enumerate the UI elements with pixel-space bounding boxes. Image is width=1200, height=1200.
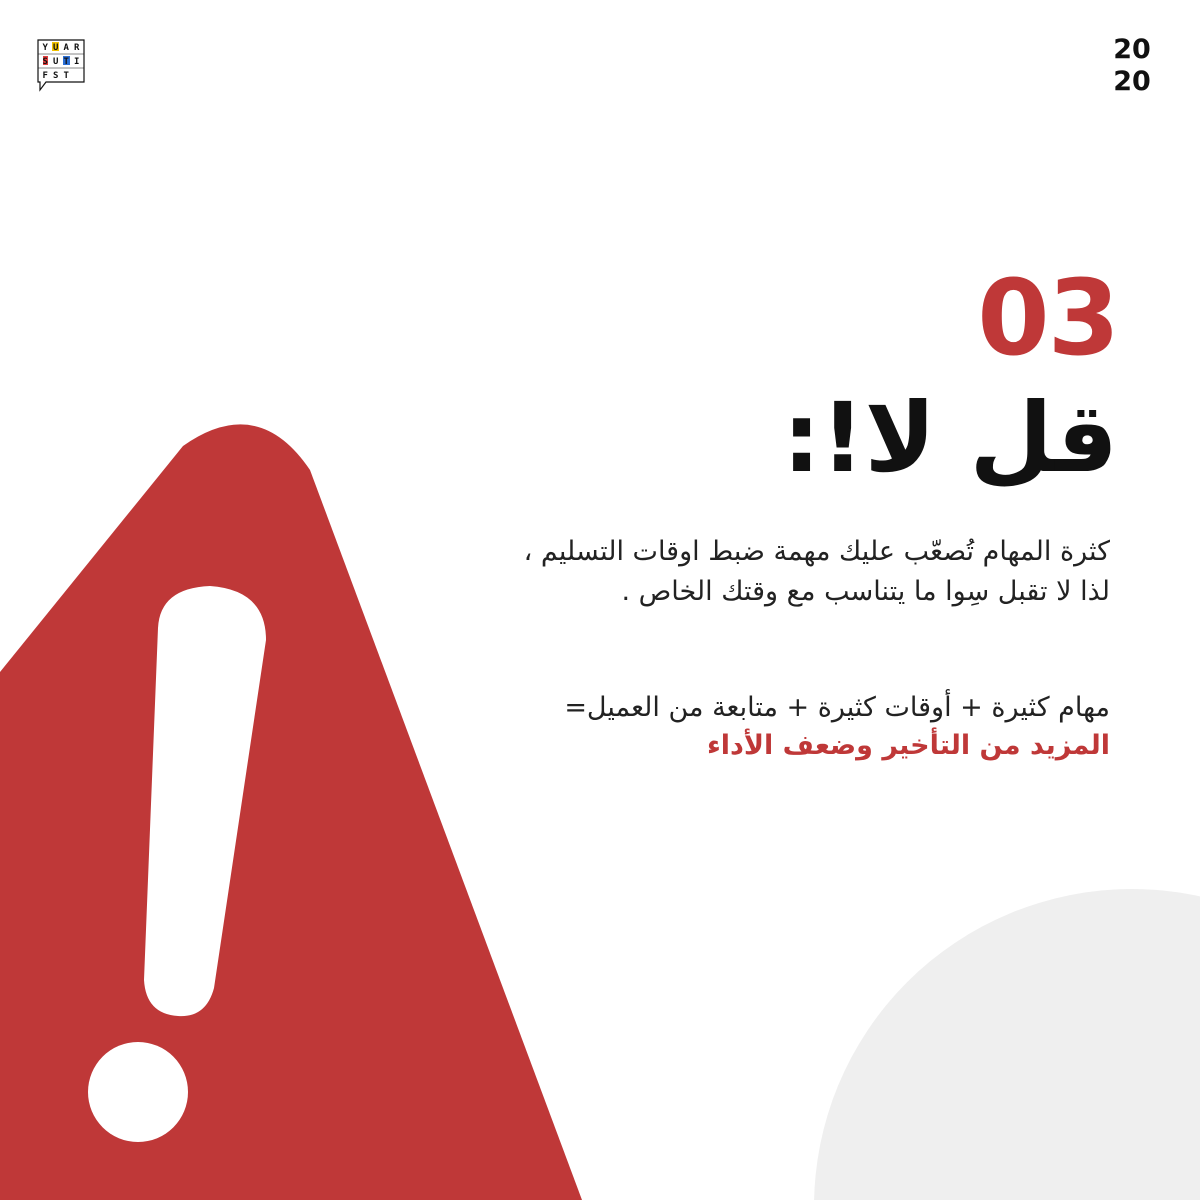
- grey-decor-circle: [814, 889, 1200, 1200]
- logo-letter: I: [74, 57, 80, 67]
- logo-letter: Y: [42, 43, 48, 53]
- logo-letter: U: [53, 43, 59, 53]
- logo-letter: T: [63, 57, 69, 67]
- logo-letter: S: [53, 71, 59, 81]
- logo-letter: F: [42, 71, 48, 81]
- logo-letter-grid: [40, 42, 82, 82]
- body-paragraph: كثرة المهام تُصعّب عليك مهمة ضبط اوقات التسليم ، لذا لا تقبل سِوا ما يتناسب مع وقتك الخاص .: [523, 536, 1110, 607]
- logo-letter: R: [74, 43, 80, 53]
- exclamation-dot: [88, 1042, 188, 1142]
- brand-logo: [36, 38, 86, 92]
- logo-letter: A: [63, 43, 69, 53]
- logo-letter: [72, 70, 83, 82]
- year-line-1: 20: [1113, 34, 1151, 65]
- logo-letter: S: [42, 57, 48, 67]
- formula-line: مهام كثيرة + أوقات كثيرة + متابعة من العميل=: [564, 692, 1110, 723]
- year-label: [1102, 34, 1162, 98]
- logo-letter: T: [63, 71, 69, 81]
- step-number: 03: [977, 257, 1118, 379]
- headline: قل لا!:: [782, 382, 1118, 494]
- result-line: المزيد من التأخير وضعف الأداء: [706, 730, 1110, 761]
- logo-letter: U: [53, 57, 59, 67]
- year-line-2: 20: [1113, 66, 1151, 97]
